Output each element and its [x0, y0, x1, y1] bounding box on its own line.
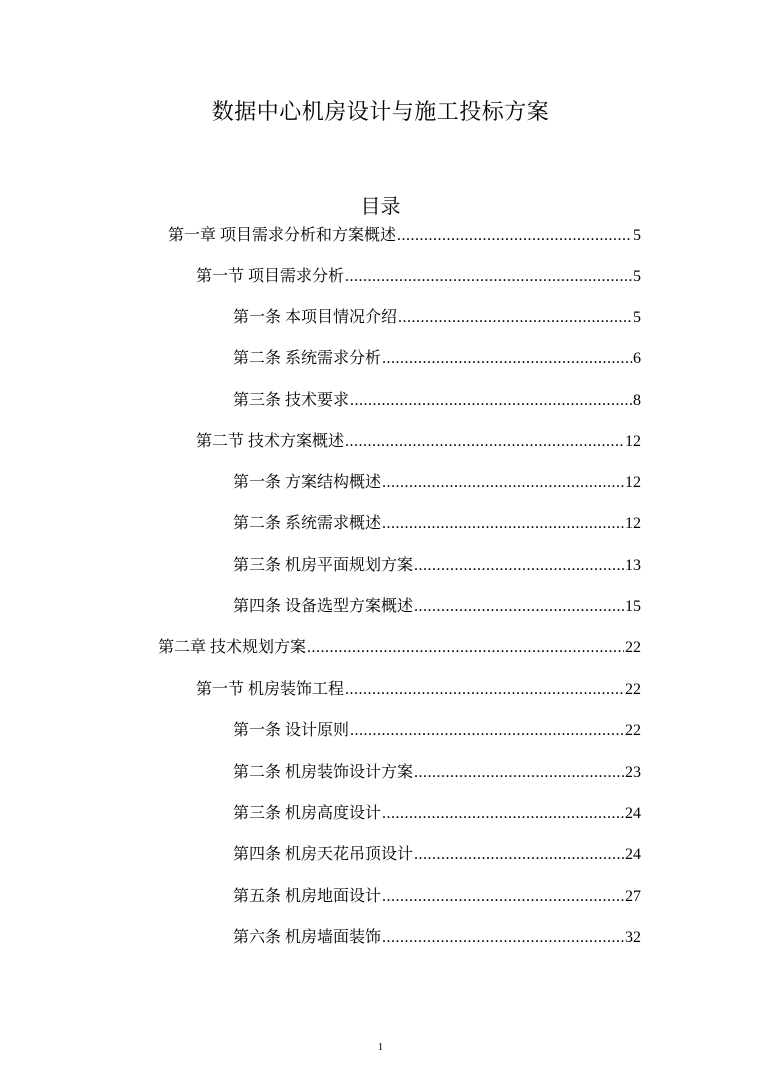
- toc-entry[interactable]: [158, 634, 641, 656]
- toc-heading: 目录: [360, 194, 401, 218]
- toc-entry[interactable]: [233, 469, 641, 491]
- toc-entry-label: 第二节 技术方案概述: [196, 433, 345, 450]
- toc-entry-label: 第四条 机房天花吊顶设计: [233, 846, 414, 863]
- toc-entry-page: 23: [625, 764, 641, 781]
- toc-entry[interactable]: [196, 676, 641, 698]
- toc-entry-page: 22: [625, 639, 641, 656]
- toc-entry-label: 第一节 项目需求分析: [196, 268, 345, 285]
- toc-leader-dots: [382, 474, 624, 492]
- toc-entry-label: 第二条 机房装饰设计方案: [233, 764, 414, 781]
- toc-entry[interactable]: [233, 345, 641, 367]
- toc-leader-dots: [398, 309, 632, 327]
- toc-entry[interactable]: [233, 924, 641, 946]
- toc-entry-page: 22: [625, 681, 641, 698]
- toc-leader-dots: [397, 227, 632, 245]
- toc-entry-page: 5: [633, 268, 641, 285]
- toc-leader-dots: [382, 515, 624, 533]
- toc-leader-dots: [414, 557, 624, 575]
- toc-entry[interactable]: [233, 304, 641, 326]
- toc-entry-page: 12: [625, 474, 641, 491]
- toc-entry-page: 24: [625, 805, 641, 822]
- toc-entry[interactable]: [196, 428, 641, 450]
- toc-entry[interactable]: [233, 800, 641, 822]
- toc-entry[interactable]: [168, 222, 641, 244]
- toc-entry[interactable]: [233, 841, 641, 863]
- toc-entry[interactable]: [233, 510, 641, 532]
- toc-leader-dots: [382, 350, 632, 368]
- toc-leader-dots: [414, 846, 624, 864]
- toc-leader-dots: [414, 764, 624, 782]
- page-number: 1: [377, 1041, 384, 1053]
- toc-entry[interactable]: [233, 593, 641, 615]
- toc-entry-page: 15: [625, 598, 641, 615]
- toc-entry-page: 13: [625, 557, 641, 574]
- toc-entry-page: 27: [625, 888, 641, 905]
- toc-leader-dots: [382, 805, 624, 823]
- toc-leader-dots: [345, 268, 632, 286]
- toc-entry-page: 8: [633, 392, 641, 409]
- toc-entry-page: 12: [625, 515, 641, 532]
- toc-leader-dots: [414, 598, 624, 616]
- toc-entry[interactable]: [233, 883, 641, 905]
- toc-leader-dots: [350, 392, 632, 410]
- toc-leader-dots: [345, 433, 624, 451]
- toc-entry[interactable]: [233, 759, 641, 781]
- toc-entry-label: 第一节 机房装饰工程: [196, 681, 345, 698]
- toc-leader-dots: [307, 639, 624, 657]
- toc-entry[interactable]: [233, 717, 641, 739]
- toc-entry-label: 第二条 系统需求分析: [233, 350, 382, 367]
- toc-entry-label: 第二章 技术规划方案: [158, 639, 307, 656]
- toc-entry-page: 6: [633, 350, 641, 367]
- toc-entry-page: 12: [625, 433, 641, 450]
- toc-entry-label: 第一条 本项目情况介绍: [233, 309, 398, 326]
- toc-entry-page: 5: [633, 309, 641, 326]
- toc-entry-label: 第一章 项目需求分析和方案概述: [168, 227, 397, 244]
- toc-entry-label: 第一条 设计原则: [233, 722, 350, 739]
- toc-entry[interactable]: [196, 263, 641, 285]
- toc-entry[interactable]: [233, 387, 641, 409]
- toc-entry-label: 第三条 机房平面规划方案: [233, 557, 414, 574]
- toc-leader-dots: [382, 888, 624, 906]
- toc-leader-dots: [350, 722, 624, 740]
- document-title: 数据中心机房设计与施工投标方案: [211, 100, 550, 125]
- toc-entry-label: 第二条 系统需求概述: [233, 515, 382, 532]
- toc-leader-dots: [345, 681, 624, 699]
- toc-entry-label: 第五条 机房地面设计: [233, 888, 382, 905]
- toc-entry-page: 32: [625, 929, 641, 946]
- toc-entry-label: 第四条 设备选型方案概述: [233, 598, 414, 615]
- toc-entry-page: 22: [625, 722, 641, 739]
- toc-entry[interactable]: [233, 552, 641, 574]
- toc-entry-label: 第一条 方案结构概述: [233, 474, 382, 491]
- toc-entry-label: 第三条 机房高度设计: [233, 805, 382, 822]
- toc-leader-dots: [382, 929, 624, 947]
- toc-entry-label: 第三条 技术要求: [233, 392, 350, 409]
- toc-entry-page: 5: [633, 227, 641, 244]
- toc-entry-label: 第六条 机房墙面装饰: [233, 929, 382, 946]
- toc-entry-page: 24: [625, 846, 641, 863]
